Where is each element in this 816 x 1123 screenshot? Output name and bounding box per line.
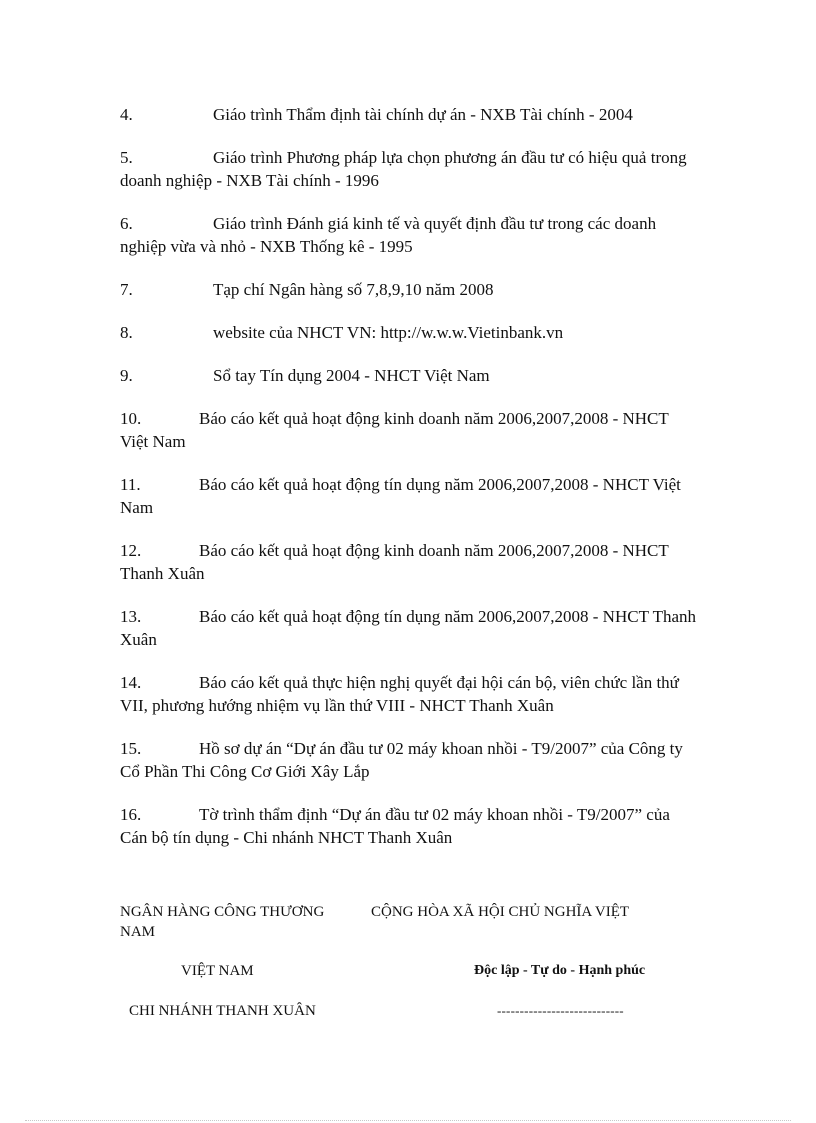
reference-item xyxy=(120,737,700,783)
reference-number: 4. xyxy=(120,105,133,124)
reference-text: Báo cáo kết quả hoạt động kinh doanh năm 2006,2007,2008 - NHCT Việt Nam xyxy=(120,409,669,451)
reference-text: Sổ tay Tín dụng 2004 - NHCT Việt Nam xyxy=(213,366,490,385)
reference-number: 7. xyxy=(120,280,133,299)
reference-item xyxy=(120,364,700,387)
reference-text: Tờ trình thẩm định “Dự án đầu tư 02 máy khoan nhồi - T9/2007” của Cán bộ tín dụng - Chi nhánh NHCT Thanh Xuân xyxy=(120,805,670,847)
reference-text: Báo cáo kết quả hoạt động kinh doanh năm 2006,2007,2008 - NHCT Thanh Xuân xyxy=(120,541,669,583)
reference-item xyxy=(120,605,700,651)
bank-country: VIỆT NAM xyxy=(181,963,254,979)
reference-text: Tạp chí Ngân hàng số 7,8,9,10 năm 2008 xyxy=(213,280,494,299)
reference-item xyxy=(120,803,700,849)
reference-number: 10. xyxy=(120,409,142,428)
reference-item xyxy=(120,539,700,585)
reference-number: 8. xyxy=(120,323,133,342)
reference-item xyxy=(120,212,700,258)
national-motto: Độc lập - Tự do - Hạnh phúc xyxy=(474,963,646,978)
reference-text: website của NHCT VN: http://w.w.w.Vietinbank.vn xyxy=(213,323,564,342)
reference-number: 11. xyxy=(120,475,141,494)
reference-item xyxy=(120,321,700,344)
reference-number: 16. xyxy=(120,805,142,824)
branch-name: CHI NHÁNH THANH XUÂN xyxy=(129,1003,316,1019)
reference-text: Giáo trình Đánh giá kinh tế và quyết định đầu tư trong các doanh nghiệp vừa và nhỏ - NXB Thống kê - 1995 xyxy=(120,214,657,256)
reference-number: 15. xyxy=(120,739,142,758)
reference-text: Giáo trình Phương pháp lựa chọn phương án đầu tư có hiệu quả trong doanh nghiệp - NXB Tài chính - 1996 xyxy=(120,148,687,190)
reference-item xyxy=(120,671,700,717)
bank-name-continued: NAM xyxy=(120,924,156,940)
reference-item xyxy=(120,103,700,126)
reference-text: Báo cáo kết quả hoạt động tín dụng năm 2006,2007,2008 - NHCT Việt Nam xyxy=(120,475,681,517)
country-title: CỘNG HÒA XÃ HỘI CHỦ NGHĨA VIỆT xyxy=(371,904,630,920)
page-bottom-divider xyxy=(25,1120,791,1121)
reference-number: 14. xyxy=(120,673,142,692)
reference-text: Báo cáo kết quả thực hiện nghị quyết đại hội cán bộ, viên chức lần thứ VII, phương hướng nhiệm vụ lần thứ VIII - NHCT Thanh Xuân xyxy=(120,673,679,715)
reference-number: 5. xyxy=(120,148,133,167)
reference-list xyxy=(120,103,700,869)
reference-text: Báo cáo kết quả hoạt động tín dụng năm 2006,2007,2008 - NHCT Thanh Xuân xyxy=(120,607,697,649)
reference-number: 6. xyxy=(120,214,133,233)
reference-item xyxy=(120,407,700,453)
reference-item xyxy=(120,146,700,192)
bank-name: NGÂN HÀNG CÔNG THƯƠNG xyxy=(120,904,325,920)
motto-underline: ---------------------------- xyxy=(497,1003,624,1018)
reference-item xyxy=(120,473,700,519)
reference-text: Giáo trình Thẩm định tài chính dự án - NXB Tài chính - 2004 xyxy=(213,105,633,124)
reference-number: 9. xyxy=(120,366,133,385)
reference-number: 13. xyxy=(120,607,142,626)
reference-item xyxy=(120,278,700,301)
reference-text: Hồ sơ dự án “Dự án đầu tư 02 máy khoan nhồi - T9/2007” của Công ty Cổ Phần Thi Công Cơ Giới Xây Lắp xyxy=(120,739,683,781)
reference-number: 12. xyxy=(120,541,142,560)
